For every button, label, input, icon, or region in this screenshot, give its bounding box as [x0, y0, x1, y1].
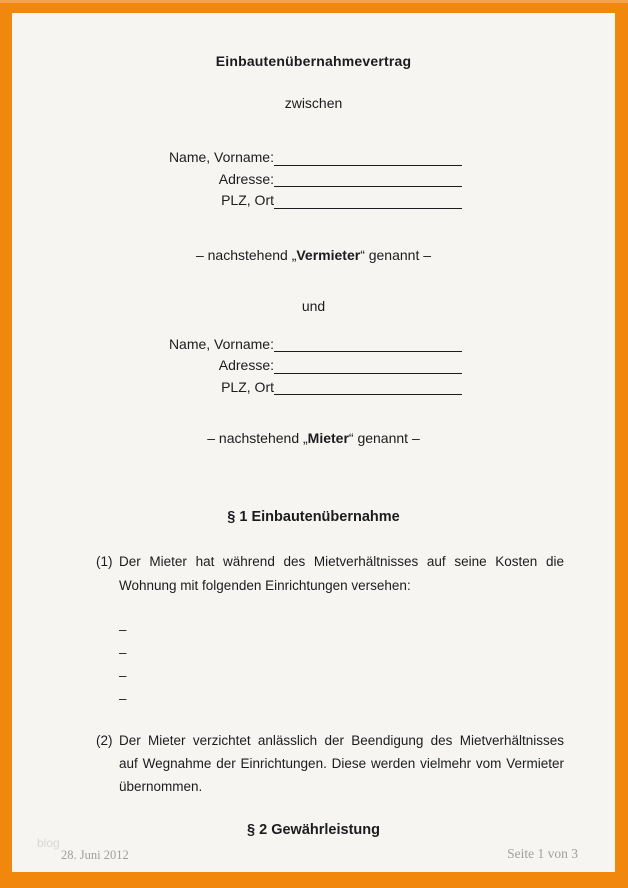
section-2-heading: § 2 Gewährleistung: [247, 822, 380, 838]
mieter-clause: [12, 428, 615, 448]
list-item: –: [119, 691, 127, 706]
name-blank-line: [274, 340, 462, 352]
contract-page: [12, 13, 615, 872]
document-title: Einbautenübernahmevertrag: [215, 53, 412, 69]
mieter-clause-pre: – nachstehend „: [207, 430, 308, 446]
and-label: und: [301, 297, 326, 314]
paragraph-2-line-3: übernommen.: [119, 779, 203, 794]
mieter-form-block: [96, 334, 462, 399]
footer-date: 28. Juni 2012: [61, 848, 129, 862]
paragraph-2-line-2: auf Wegnahme der Einrichtungen. Diese werden vielmehr vom Vermieter: [119, 756, 564, 771]
paragraph-1-line-2: Wohnung mit folgenden Einrichtungen versehen:: [119, 578, 411, 593]
form-row-address: [96, 169, 462, 191]
address-label: Adresse:: [218, 357, 274, 373]
between-label: zwischen: [284, 95, 343, 111]
vermieter-form-block: [96, 147, 462, 212]
blog-watermark: blog: [37, 836, 60, 850]
vermieter-clause: [12, 245, 615, 265]
paragraph-2: [96, 729, 564, 798]
paragraph-1-line-1: Der Mieter hat während des Mietverhältnisses auf seine Kosten die: [119, 554, 564, 569]
name-label: Name, Vorname:: [168, 335, 274, 352]
city-label: PLZ, Ort: [221, 192, 274, 208]
section-1-heading: § 1 Einbautenübernahme: [227, 509, 400, 525]
vermieter-clause-post: “ genannt –: [360, 246, 432, 263]
name-label: Name, Vorname:: [168, 149, 274, 165]
paragraph-2-line-1: Der Mieter verzichtet anlässlich der Beendigung des Mietverhältnisses: [119, 733, 564, 748]
address-blank-line: [274, 362, 462, 374]
mieter-clause-post: “ genannt –: [348, 430, 420, 446]
address-label: Adresse:: [218, 170, 274, 187]
paragraph-1-text: [119, 550, 564, 598]
paragraph-2-text: [119, 729, 564, 798]
name-blank-line: [274, 154, 462, 166]
form-row-city: [96, 190, 462, 212]
paragraph-1-number: (1): [96, 554, 113, 569]
form-row-city: [96, 377, 462, 399]
paragraph-1: [96, 550, 564, 598]
paragraph-2-number: (2): [96, 733, 113, 748]
list-item: –: [119, 622, 127, 637]
address-blank-line: [274, 175, 462, 187]
form-row-name: [96, 334, 462, 356]
vermieter-clause-pre: – nachstehend „: [195, 246, 297, 263]
vermieter-term: Vermieter: [296, 246, 361, 263]
list-item: –: [119, 645, 127, 660]
page-indicator: Seite 1 von 3: [507, 846, 578, 861]
list-item: –: [119, 668, 127, 683]
city-blank-line: [274, 383, 462, 395]
city-label: PLZ, Ort: [221, 378, 274, 395]
installations-list: [119, 618, 615, 710]
form-row-name: [96, 147, 462, 169]
form-row-address: [96, 355, 462, 377]
contract-body: [12, 13, 615, 841]
mieter-term: Mieter: [307, 430, 349, 446]
city-blank-line: [274, 197, 462, 209]
